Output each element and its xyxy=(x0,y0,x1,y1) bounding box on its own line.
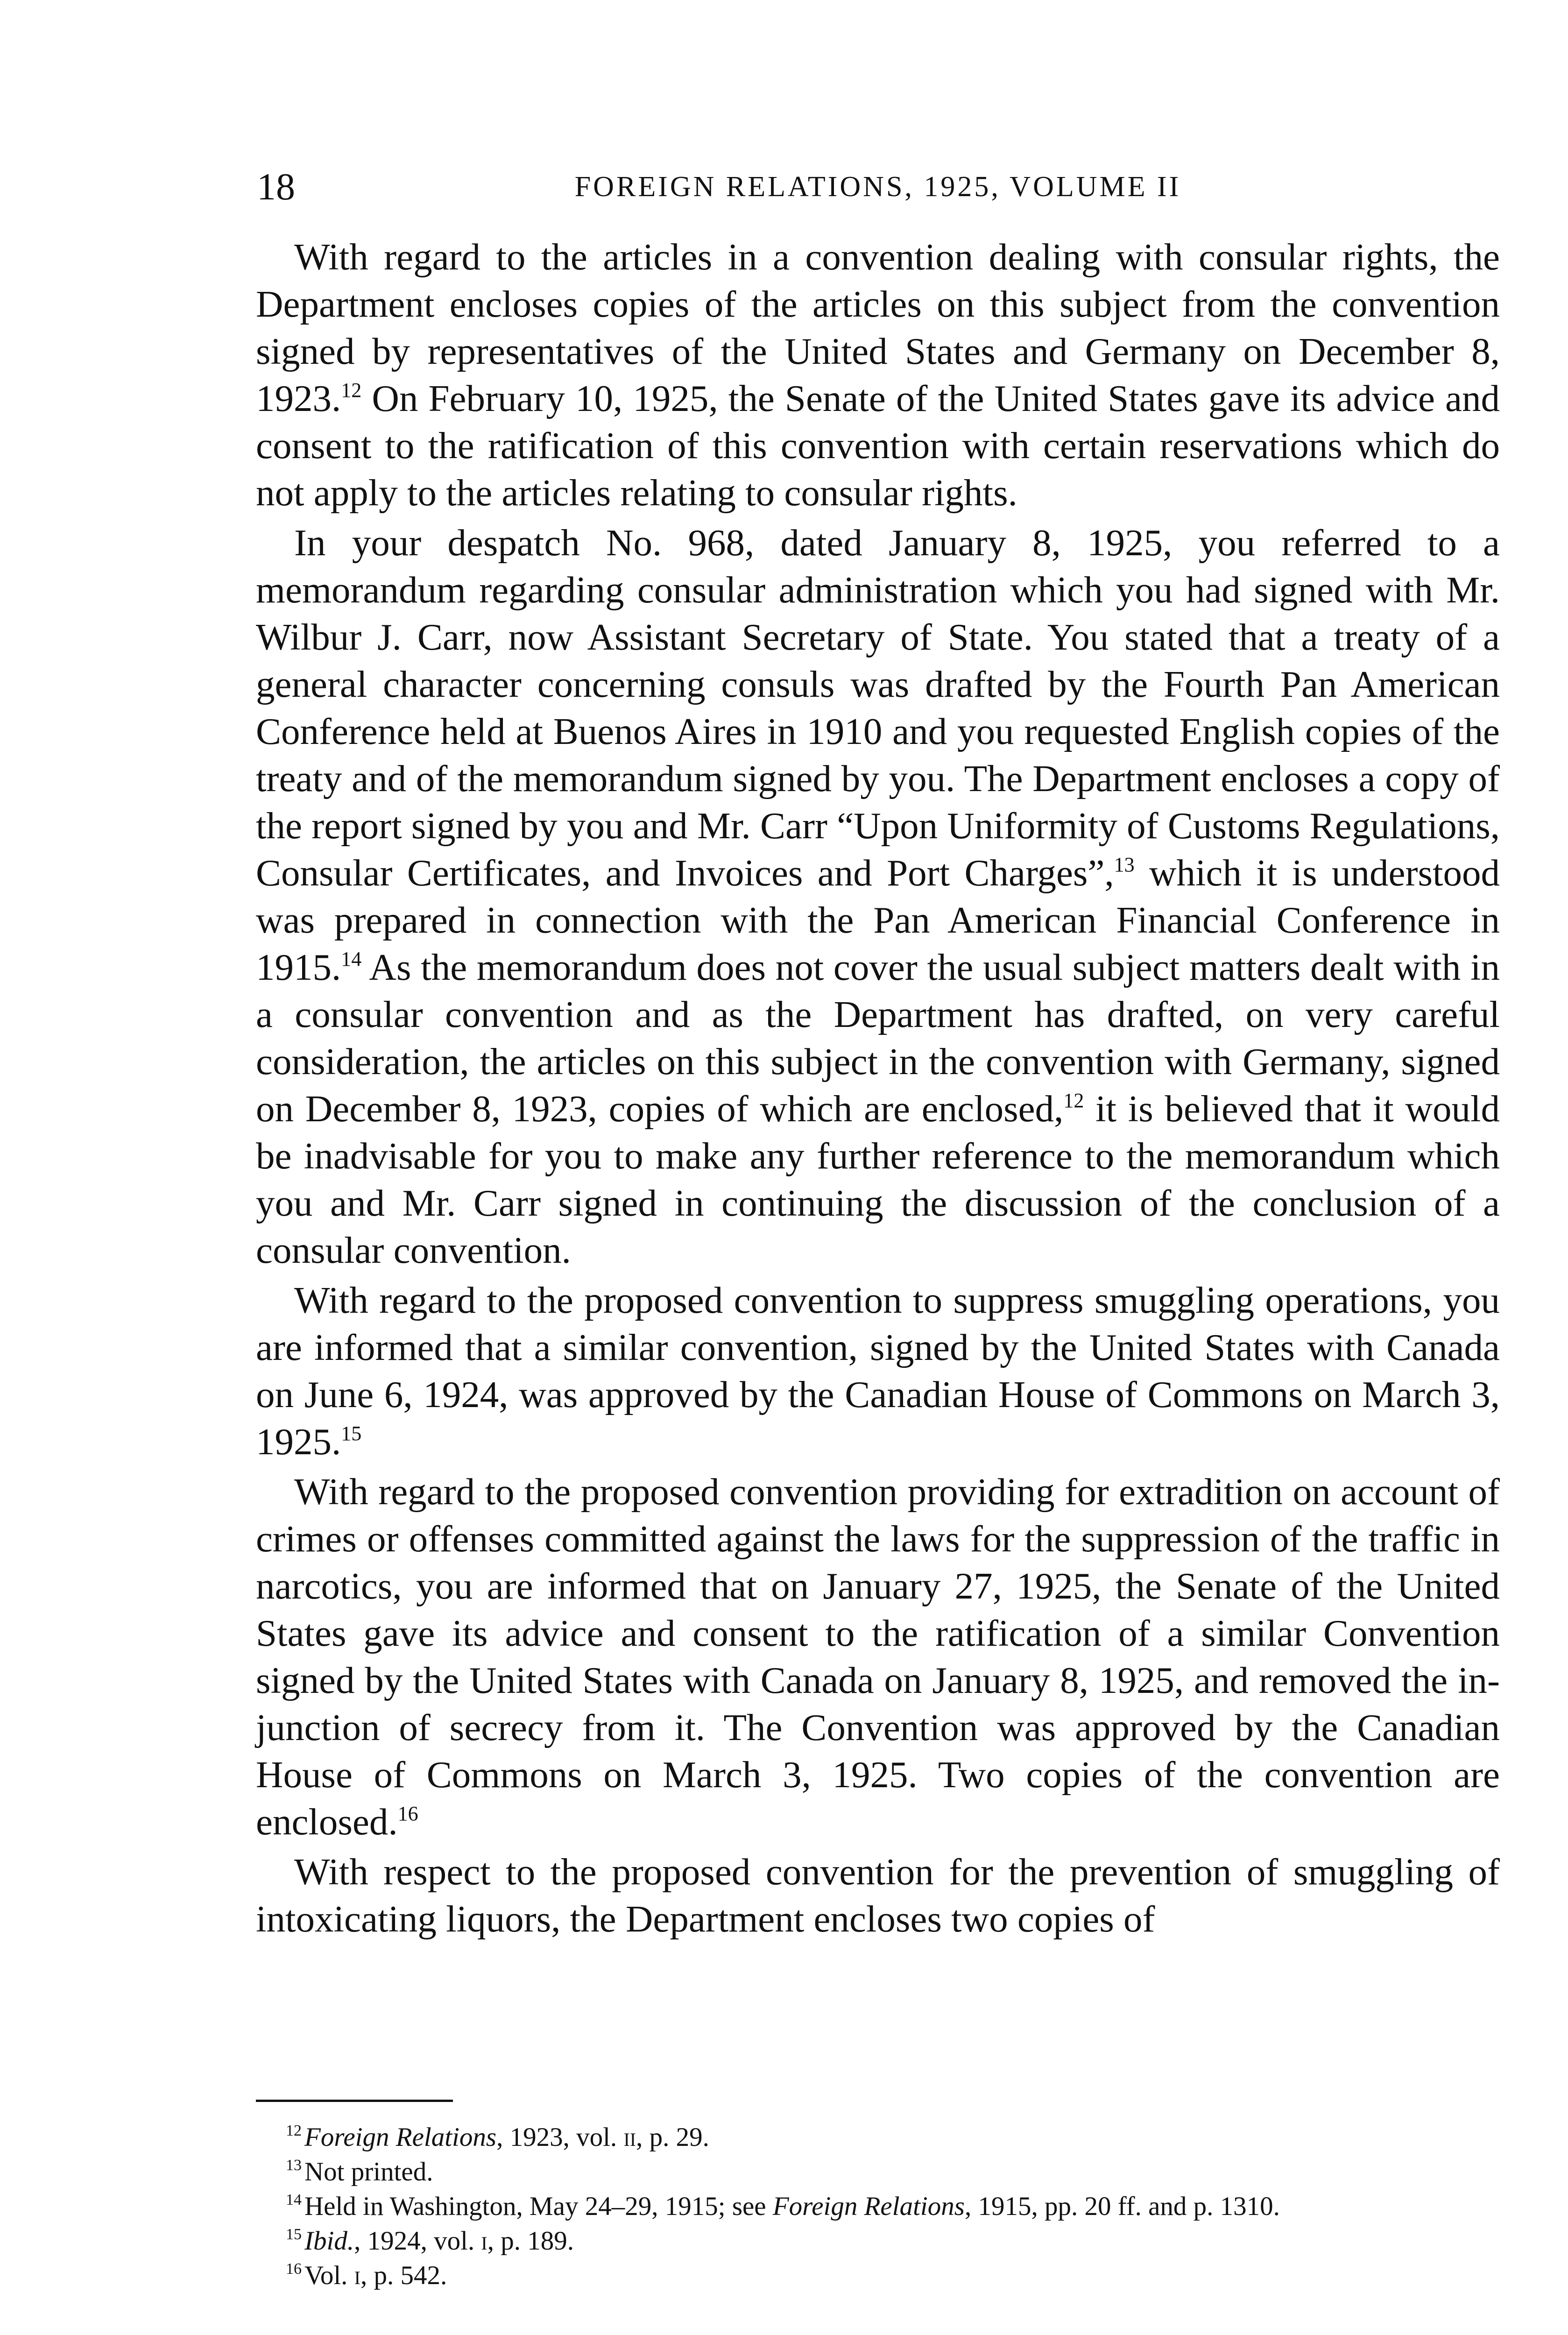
footnote-reference-12: 12 xyxy=(341,379,362,402)
footnote-reference-13: 13 xyxy=(1114,853,1135,876)
footnote-italic: Foreign Relations xyxy=(772,2192,965,2221)
footnote-mark: 12 xyxy=(286,2122,302,2139)
footnote-italic: Foreign Relations xyxy=(304,2123,497,2152)
paragraph-text: With regard to the proposed convention to suppress smuggling operations, you are informed that a similar convention, signed by the United States with Canada on June 6, 1924, was approved by the Canadian House of Commons on March 3, 1925. xyxy=(256,1279,1500,1463)
paragraph-consular-rights xyxy=(256,234,1500,517)
footnote-volume: i xyxy=(481,2226,487,2256)
paragraph-text: With respect to the proposed convention for the prevention of smuggling of intoxicating liquors, the Department encloses two copies of xyxy=(256,1851,1500,1940)
footnote-reference-16: 16 xyxy=(397,1802,418,1825)
running-head: FOREIGN RELATIONS, 1925, VOLUME II xyxy=(574,171,1181,203)
paragraph-text: With regard to the articles in a convention dealing with consular rights, the Department encloses copies of the articles on this subject from the convention signed by representatives of the United States and Germany on December 8, 1923. xyxy=(256,236,1500,419)
page-header xyxy=(257,159,1499,215)
footnote-mark: 15 xyxy=(286,2226,302,2243)
footnote-reference-14: 14 xyxy=(341,948,362,970)
footnote-reference-15: 15 xyxy=(341,1422,362,1445)
footnote-text: Held in Washington, May 24–29, 1915; see xyxy=(304,2192,773,2221)
footnote-text: , 1923, vol. xyxy=(496,2123,624,2152)
paragraph-text: With regard to the proposed convention providing for extradition on account of crimes or offenses committed against the laws for the suppression of the traffic in narcotics, you are informed that on January 27, 1925, the Senate of the United States gave its advice and consent to the ratification of a similar Convention signed by the United States with Canada on January 8, 1925, and removed the injunction of secrecy from it. The Convention was approved by the Canadian House of Commons on March 3, 1925. Two copies of the convention are enclosed. xyxy=(256,1471,1500,1843)
paragraph-text: In your despatch No. 968, dated January 8, 1925, you referred to a memorandum regarding consular administration which you had signed with Mr. Wilbur J. Carr, now Assistant Secretary of State. You stated that a treaty of a general character concerning consuls was drafted by the Fourth Pan American Conference held at Buenos Aires in 1910 and you requested English copies of the treaty and of the memorandum signed by you. The Department encloses a copy of the report signed by you and Mr. Carr “Upon Uniformity of Customs Regulations, Consular Certificates, and Invoices and Port Charges”, xyxy=(256,522,1500,894)
footnote-text: , p. 542. xyxy=(360,2261,447,2290)
paragraph-text: As the memorandum does not cover the usual subject matters dealt with in a consular convention and as the Department has drafted, on very careful consideration, the articles on this subject in the convention with Germany, signed on December 8, 1923, copies of which are enclosed, xyxy=(256,946,1500,1130)
footnote-text: , p. 189. xyxy=(487,2226,574,2256)
footnote-mark: 13 xyxy=(286,2157,302,2174)
footnote-14 xyxy=(256,2189,1500,2224)
footnotes xyxy=(256,2120,1500,2293)
footnote-text: , 1915, pp. 20 ff. and p. 1310. xyxy=(964,2192,1280,2221)
footnote-text: , 1924, vol. xyxy=(354,2226,481,2256)
footnote-13 xyxy=(256,2155,1500,2189)
footnote-reference-12: 12 xyxy=(1063,1089,1084,1112)
footnote-mark: 16 xyxy=(286,2260,302,2278)
footnote-text: , p. 29. xyxy=(636,2123,709,2152)
paragraph-liquors xyxy=(256,1848,1500,1943)
footnote-volume: i xyxy=(354,2261,360,2290)
footnote-15 xyxy=(256,2224,1500,2258)
footnote-volume: ii xyxy=(623,2123,636,2152)
footnote-16 xyxy=(256,2258,1500,2293)
footnote-12 xyxy=(256,2120,1500,2155)
footnote-mark: 14 xyxy=(286,2191,302,2208)
footnote-italic: Ibid. xyxy=(304,2226,354,2256)
paragraph-memorandum xyxy=(256,519,1500,1274)
page-number: 18 xyxy=(257,165,295,208)
footnote-text: Not printed. xyxy=(304,2157,433,2186)
paragraph-smuggling xyxy=(256,1277,1500,1465)
footnote-divider xyxy=(256,2100,453,2102)
paragraph-text: which it is understood was prepared in connection with the Pan American Financial Conference in 1915. xyxy=(256,852,1500,988)
body-text xyxy=(256,234,1500,1946)
paragraph-text: On February 10, 1925, the Senate of the United States gave its advice and consent to the ratification of this convention with certain reservations which do not apply to the articles relating to consular rights. xyxy=(256,377,1500,514)
paragraph-extradition xyxy=(256,1468,1500,1846)
footnote-text: Vol. xyxy=(304,2261,354,2290)
paragraph-text: it is believed that it would be inadvisable for you to make any further reference to the memorandum which you and Mr. Carr signed in continuing the discussion of the conclusion of a consular convention. xyxy=(256,1088,1500,1271)
